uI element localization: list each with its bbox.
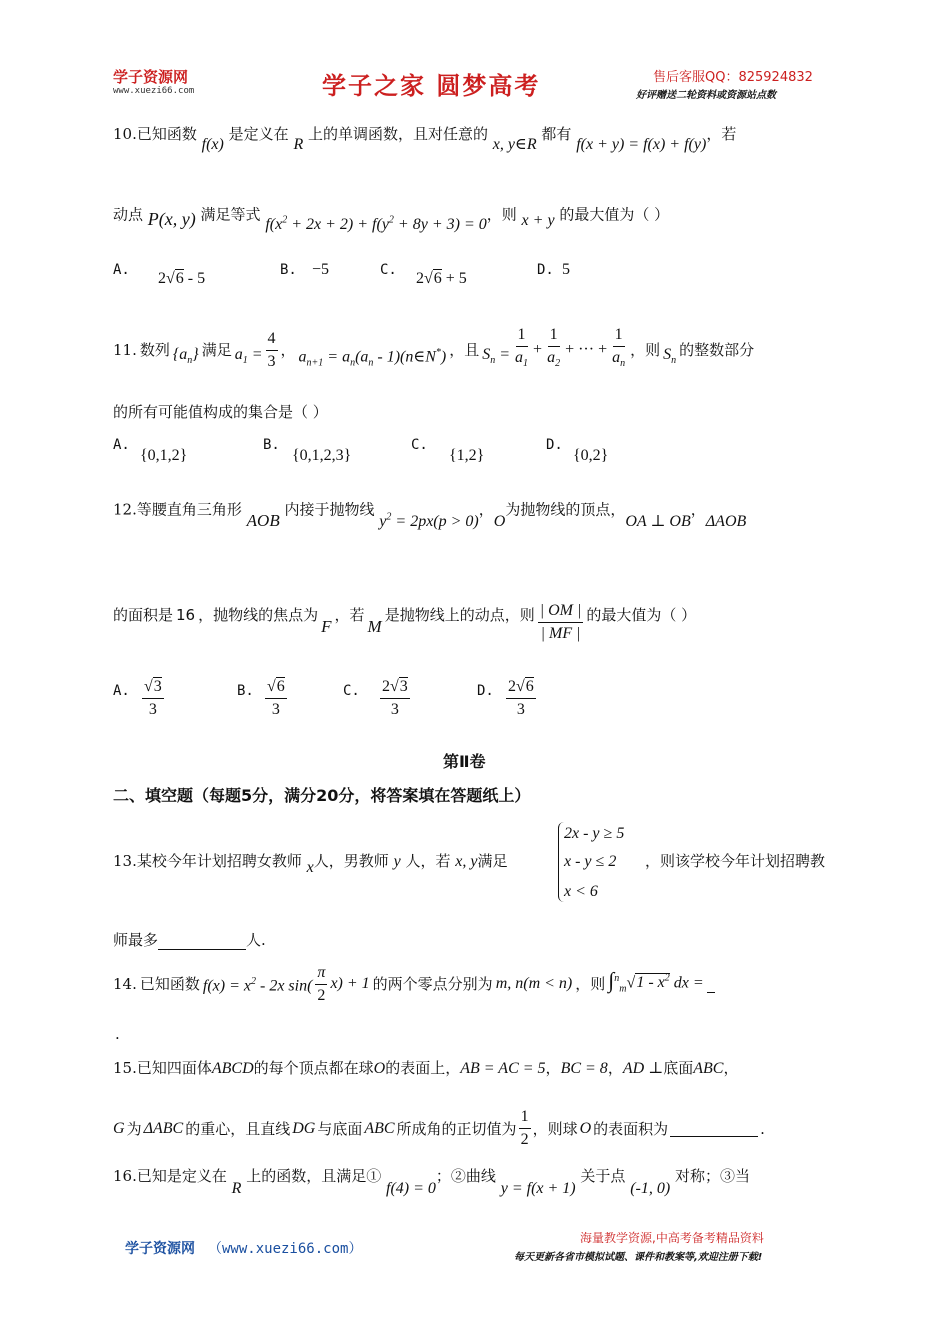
math-DG: DG [292, 1119, 316, 1137]
math-x: x [306, 859, 314, 876]
q12-option-B-value [265, 676, 287, 721]
number: 16 [176, 605, 196, 624]
text: 的表面上， [385, 1059, 461, 1077]
denominator [545, 347, 562, 375]
math-triangle: ΔAOB [705, 513, 747, 531]
q12-option-C-value [380, 676, 410, 721]
text: 对称；③当 [674, 1167, 750, 1185]
text: 与底面 [317, 1119, 363, 1138]
denominator [610, 347, 627, 375]
radicand: 6 [525, 678, 534, 695]
expr: f(x) = x [202, 977, 251, 995]
q11-option-A-value: {0,1,2} [140, 447, 188, 464]
upper-limit: n [614, 972, 620, 984]
question-13-line1 [113, 851, 508, 876]
expr: - 2x sin( [255, 977, 313, 995]
text: ，则 [486, 205, 517, 224]
denominator: 3 [390, 701, 399, 718]
expr: 2 [416, 270, 424, 287]
numerator: 2√3 [380, 676, 410, 699]
math-ABC: ABC [693, 1060, 724, 1077]
math-perpendicular: OA ⊥ OB [625, 513, 691, 531]
math-Sn [482, 345, 510, 371]
text: 是抛物线上的动点，则 [384, 605, 535, 624]
math-a1 [235, 345, 263, 371]
subscript: n [350, 357, 356, 369]
denominator: 2 [317, 986, 326, 1004]
section-title: 第Ⅱ卷 [443, 752, 486, 771]
radicand: 6 [276, 678, 285, 695]
text: 人. [246, 931, 266, 949]
text: 某校今年计划招聘女教师 [136, 852, 302, 870]
text: 的最大值为（ ） [586, 605, 697, 624]
text: ，则 [630, 341, 661, 359]
q11-option-A-label: A. [113, 437, 130, 453]
footer-logo: 学子资源网 [125, 1241, 195, 1257]
math-point-P: P(x, y) [147, 209, 196, 230]
math-xy: x, y [455, 853, 478, 870]
math-G: G [113, 1119, 125, 1137]
expr: = 2px(p > 0) [391, 513, 479, 531]
text: 的两个零点分别为 [372, 975, 493, 993]
expr: a [298, 348, 307, 366]
math-AB-AC: AB = AC = 5 [460, 1060, 546, 1077]
q10-option-B-label: B. [280, 262, 297, 278]
math-point: (-1, 0) [630, 1180, 671, 1197]
radicand [635, 973, 669, 991]
denominator: 2 [520, 1131, 529, 1148]
denominator: 3 [148, 701, 157, 718]
fraction-4-3 [266, 328, 278, 373]
text: 都有 [541, 125, 572, 143]
expr: 2 [382, 678, 390, 695]
footer-tagline: 海量教学资源,中高考备考精品资料 [580, 1231, 764, 1245]
constraint-3: x < 6 [564, 883, 598, 900]
text: 为抛物线的顶点， [505, 500, 626, 519]
numerator: 1 [519, 1106, 531, 1129]
q12-option-B-label: B. [237, 683, 254, 699]
text: 是定义在 [228, 125, 289, 143]
numerator: √3 [142, 676, 164, 699]
denominator: 3 [516, 701, 525, 718]
q11-option-D-label: D. [546, 437, 563, 453]
text: ，若 [706, 125, 737, 143]
text: 师最多 [113, 931, 159, 949]
text: 满足 [477, 852, 508, 870]
math-O: O [373, 1060, 386, 1077]
subscript: n [187, 355, 193, 367]
text: ， [545, 1059, 561, 1077]
math-fx: f(x) [201, 136, 224, 153]
math-sequence [173, 345, 199, 371]
math-triangle: ΔABC [143, 1119, 184, 1137]
math-ABCD: ABCD [211, 1060, 254, 1077]
exponent: 2 [386, 512, 392, 523]
header-subtitle: 好评赠送二轮资料或资源站点数 [636, 90, 776, 101]
ellipsis: + ··· + [565, 341, 608, 358]
expr: {a [172, 345, 188, 363]
math-equation [265, 216, 486, 233]
fraction-OM-MF [538, 600, 584, 645]
exponent: 2 [664, 972, 670, 984]
denominator: 3 [267, 352, 276, 370]
expr: a [515, 349, 524, 367]
answer-blank[interactable] [670, 1120, 758, 1137]
math-M: M [367, 616, 382, 636]
text: ， [478, 500, 494, 519]
text: . [760, 1119, 765, 1138]
math-O: O [579, 1119, 592, 1137]
math-recurrence [299, 343, 447, 374]
text: ， [280, 341, 296, 359]
denominator: | MF | [540, 625, 581, 642]
math-Sn [663, 345, 676, 371]
fraction-1-2 [519, 1106, 531, 1151]
q12-option-C-label: C. [343, 683, 360, 699]
text: 上的单调函数，且对任意的 [308, 125, 489, 143]
q12-option-D-label: D. [477, 683, 494, 699]
subscript: 2 [555, 358, 561, 370]
subscript: n [671, 355, 677, 367]
math-AD-perp: AD ⊥ [622, 1060, 664, 1077]
text: 为 [126, 1119, 142, 1138]
radicand: 6 [175, 270, 184, 287]
math-O: O [493, 513, 506, 531]
question-11-line2: 的所有可能值构成的集合是（ ） [113, 403, 328, 421]
expr: a [612, 349, 621, 367]
text: 已知函数 [136, 125, 197, 143]
question-13-line2 [113, 930, 266, 950]
subscript: 1 [523, 358, 529, 370]
lower-limit: m [619, 983, 627, 995]
question-10-line1 [113, 124, 737, 153]
text: 的面积是 [113, 605, 174, 624]
question-15-line2 [113, 1106, 765, 1151]
expr: y [379, 513, 387, 531]
question-number: 14. [113, 975, 137, 993]
question-number: 16. [113, 1167, 137, 1185]
expr: + 5 [441, 270, 467, 287]
numerator: 1 [548, 324, 560, 347]
q11-option-C-value: {1,2} [449, 447, 485, 464]
q11-option-D-value: {0,2} [573, 447, 609, 464]
text: 已知函数 [139, 975, 200, 993]
expr: = [247, 345, 263, 363]
math-R: R [293, 136, 304, 153]
expr: + 2x + 2) + f(y [287, 216, 389, 234]
text: 人，若 [405, 852, 451, 870]
header-logo: 学子资源网 [113, 68, 189, 86]
subscript: 1 [242, 355, 248, 367]
answer-blank[interactable] [158, 933, 246, 950]
math-BC: BC = 8 [560, 1060, 608, 1077]
question-13-line1-end: ，则该学校今年计划招聘教 [645, 852, 826, 870]
text: 数列 [139, 341, 170, 359]
fraction-1-a2 [545, 324, 562, 375]
expr: S [482, 345, 491, 363]
math-xy-in-R: x, y∈R [492, 136, 537, 153]
math-x-plus-y: x + y [521, 212, 555, 230]
q10-option-C-label: C. [380, 262, 397, 278]
expr: (a [355, 348, 369, 366]
header-qq: 售后客服QQ：825924832 [653, 70, 813, 85]
text: ，则球 [532, 1119, 578, 1138]
fraction-pi-2 [315, 962, 327, 1007]
text: 满足等式 [200, 205, 261, 224]
q10-option-D-label: D. [537, 262, 554, 278]
radicand: 3 [153, 678, 162, 695]
q11-option-B-value: {0,1,2,3} [292, 447, 352, 464]
exponent: 2 [282, 215, 288, 226]
question-14-line2: . [115, 1025, 120, 1043]
expr: + 8y + 3) = 0 [393, 216, 487, 234]
text: ， [607, 1059, 623, 1077]
q10-option-D-value: 5 [562, 261, 570, 278]
expr: = a [323, 348, 351, 366]
expr: dx = [669, 974, 704, 992]
math-R: R [231, 1180, 242, 1197]
footer-url[interactable]: （www.xuezi66.com） [208, 1241, 363, 1257]
text: 的表面积为 [593, 1119, 669, 1138]
text: 人，男教师 [313, 852, 389, 870]
answer-blank[interactable] [707, 976, 715, 993]
text: 底面 [663, 1059, 694, 1077]
math-f4: f(4) = 0 [386, 1180, 436, 1197]
text: 上的函数，且满足① [246, 1167, 382, 1185]
math-ABC: ABC [364, 1119, 395, 1137]
expr: 2 [508, 678, 516, 695]
expr: = [495, 345, 511, 363]
numerator: 1 [613, 324, 625, 347]
expr: ) [440, 348, 447, 366]
text: 满足 [201, 341, 232, 359]
expr: 1 - x [636, 974, 665, 992]
math-function [203, 972, 313, 996]
fraction-1-a1 [513, 324, 530, 375]
text: ，抛物线的焦点为 [198, 605, 319, 624]
text: 的整数部分 [679, 341, 755, 359]
q11-option-C-label: C. [411, 437, 428, 453]
text: ，若 [334, 605, 365, 624]
text: 已知四面体 [136, 1059, 212, 1077]
text: ， [690, 500, 706, 519]
question-16-line1 [113, 1166, 750, 1197]
expr: - 5 [183, 270, 206, 287]
fraction-1-an [610, 324, 627, 375]
numerator: √6 [265, 676, 287, 699]
q12-option-D-value [506, 676, 536, 721]
q10-option-B-value: −5 [312, 261, 330, 278]
text: 所成角的正切值为 [396, 1119, 517, 1138]
text: 已知是定义在 [136, 1167, 227, 1185]
expr: a [547, 349, 556, 367]
math-AOB: AOB [246, 511, 280, 531]
header-slogan: 学子之家 圆梦高考 [322, 72, 541, 100]
text: 的最大值为（ ） [559, 205, 670, 224]
section-heading: 二、填空题（每题5分，满分20分，将答案填在答题纸上） [113, 786, 531, 805]
text: 动点 [113, 205, 144, 224]
exponent: 2 [388, 215, 394, 226]
expr: a [234, 345, 243, 363]
radicand: 3 [399, 678, 408, 695]
expr: } [192, 345, 199, 363]
math-function-end: x) + 1 [330, 975, 370, 992]
numerator: 1 [516, 324, 528, 347]
q12-option-A-value [142, 676, 164, 721]
question-number: 11. [113, 341, 137, 359]
math-zeros: m, n(m < n) [495, 975, 573, 992]
superscript: * [435, 346, 441, 358]
subscript: n [490, 355, 496, 367]
expr: S [663, 345, 672, 363]
q11-option-B-label: B. [263, 437, 280, 453]
text: ， [723, 1059, 739, 1077]
numerator: 4 [266, 328, 278, 351]
text: 的每个顶点都在球 [253, 1059, 374, 1077]
question-number: 10. [113, 125, 137, 143]
question-12-line2 [113, 592, 697, 642]
integral-sign: ∫ [608, 967, 615, 993]
exponent: 2 [250, 975, 256, 987]
question-number: 12. [113, 500, 137, 519]
footer-subtagline: 每天更新各省市模拟试题、课件和教案等,欢迎注册下载! [514, 1252, 763, 1263]
question-10-line2 [113, 201, 670, 234]
question-11-line1 [113, 324, 754, 376]
numerator: π [315, 962, 327, 985]
question-number: 13. [113, 852, 137, 870]
math-parabola [379, 513, 478, 530]
text: ；②曲线 [435, 1167, 496, 1185]
header-url: www.xuezi66.com [113, 86, 195, 96]
text: 的重心，且直线 [185, 1119, 291, 1138]
question-12-line1 [113, 496, 747, 531]
math-functional-equation: f(x + y) = f(x) + f(y) [576, 136, 707, 153]
subscript: n [368, 357, 374, 369]
denominator [513, 347, 530, 375]
q10-option-A-value: 2√6 - 5 [158, 270, 206, 287]
q10-option-C-value: 2√6 + 5 [416, 270, 467, 287]
numerator: 2√6 [506, 676, 536, 699]
question-15-line1 [113, 1058, 738, 1079]
radicand: 6 [433, 270, 442, 287]
q12-option-A-label: A. [113, 683, 130, 699]
text: 内接于抛物线 [284, 500, 375, 519]
question-number: 15. [113, 1059, 137, 1077]
math-F: F [321, 616, 332, 636]
math-y: y [393, 853, 401, 870]
subscript: n [620, 358, 626, 370]
expr: 2 [158, 270, 166, 287]
text: ，则 [575, 975, 606, 993]
numerator: | OM | [538, 600, 584, 623]
constraint-2: x - y ≤ 2 [564, 853, 617, 870]
math-integral: $\int^n_m√1 - x^2$ dx = [608, 967, 704, 995]
denominator: 3 [271, 701, 280, 718]
expr: - 1)(n∈N [373, 348, 436, 366]
question-14-line1 [113, 964, 715, 1004]
subscript: n+1 [306, 357, 324, 369]
constraint-1: 2x - y ≥ 5 [564, 825, 625, 842]
text: ，且 [449, 341, 480, 359]
text: 等腰直角三角形 [136, 500, 242, 519]
q10-option-A-label: A. [113, 262, 130, 278]
expr: f(x [265, 216, 283, 234]
plus: + [533, 341, 543, 358]
math-curve: y = f(x + 1) [500, 1180, 576, 1197]
text: 关于点 [580, 1167, 626, 1185]
